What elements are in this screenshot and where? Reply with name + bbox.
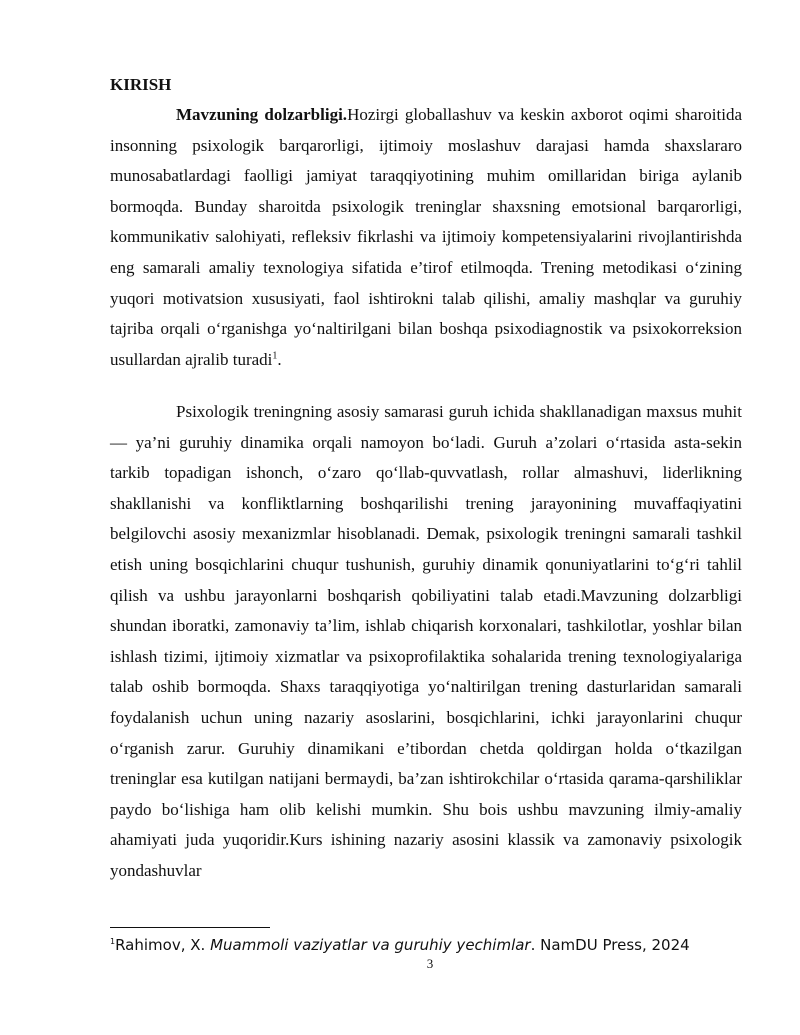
footnote bbox=[110, 936, 750, 954]
paragraph-group-dynamics: Psixologik treningning asosiy samarasi guruh ichida shakllanadigan maxsus muhit — ya’ni guruhiy dinamika orqali namoyon bo‘ladi. Guruh a’zolari o‘rtasida asta-sekin tarkib topadigan ishonch, o‘zaro qo‘llab-quvvatlash, rollar almashuvi, liderlikning shakllanishi va konfliktlarning boshqarilishi trening jarayonining muvaffaqiyatini belgilovchi asosiy mexanizmlar hisoblanadi. Demak, psixologik treningni samarali tashkil etish uning bosqichlarini chuqur tushunish, guruhiy dinamik qonuniyatlarini to‘g‘ri tahlil qilish va ushbu jarayonlarni boshqarish qobiliyatini talab etadi.Mavzuning dolzarbligi shundan iboratki, zamonaviy ta’lim, ishlab chiqarish korxonalari, tashkilotlar, yoshlar bilan ishlash tizimi, ijtimoiy xizmatlar va psixoprofilaktika sohalarida trening texnologiyalariga talab oshib bormoqda. Shaxs taraqqiyotiga yo‘naltirilgan trening dasturlaridan samarali foydalanish uchun uning nazariy asoslarini, bosqichlarini, ichki jarayonlarini chuqur o‘rganish zarur. Guruhiy dinamikani e’tibordan chetda qoldirgan holda o‘tkazilgan treninglar esa kutilgan natijani bermaydi, ba’zan ishtirokchilar o‘rtasida qarama-qarshiliklar paydo bo‘lishiga ham olib kelishi mumkin. Shu bois ushbu mavzuning ilmiy-amaliy ahamiyati juda yuqoridir.Kurs ishining nazariy asosini klassik va zamonaviy psixologik yondashuvlar bbox=[110, 402, 742, 880]
paragraph-relevance bbox=[110, 100, 742, 375]
paragraph-lead: Mavzuning dolzarbligi. bbox=[176, 105, 348, 124]
footnote-reference[interactable]: 1 bbox=[272, 350, 278, 362]
footnote-publisher: . NamDU Press, 2024 bbox=[530, 936, 690, 954]
paragraph-text: Hozirgi globallashuv va keskin axborot oqimi sharoitida insonning psixologik barqarorligi, ijtimoiy moslashuv darajasi hamda shaxslararo munosabatlardagi faolligi jamiyat taraqqiyotining muhim omillaridan biriga aylanib bormoqda. Bunday sharoitda psixologik treninglar shaxsning emotsional barqarorligi, kommunikativ salohiyati, refleksiv fikrlashi va ijtimoiy kompetensiyalarini rivojlantirishda eng samarali amaliy texnologiya sifatida e’tirof etilmoqda. Trening metodikasi o‘zining yuqori motivatsion xususiyati, faol ishtirokni talab qilishi, amaliy mashqlar va guruhiy tajriba orqali o‘rganishga yo‘naltirilgani bilan boshqa psixodiagnostik va psixokorreksion usullardan ajralib turadi bbox=[110, 105, 742, 369]
footnote-author: Rahimov, X. bbox=[115, 936, 211, 954]
footnote-title: Muammoli vaziyatlar va guruhiy yechimlar bbox=[210, 936, 531, 954]
paragraph-end: . bbox=[277, 349, 282, 369]
footnote-divider bbox=[110, 927, 270, 928]
document-page bbox=[110, 0, 742, 1035]
footnote-number: 1 bbox=[110, 937, 116, 946]
page-number: 3 bbox=[426, 956, 434, 971]
section-heading: KIRISH bbox=[110, 75, 172, 94]
